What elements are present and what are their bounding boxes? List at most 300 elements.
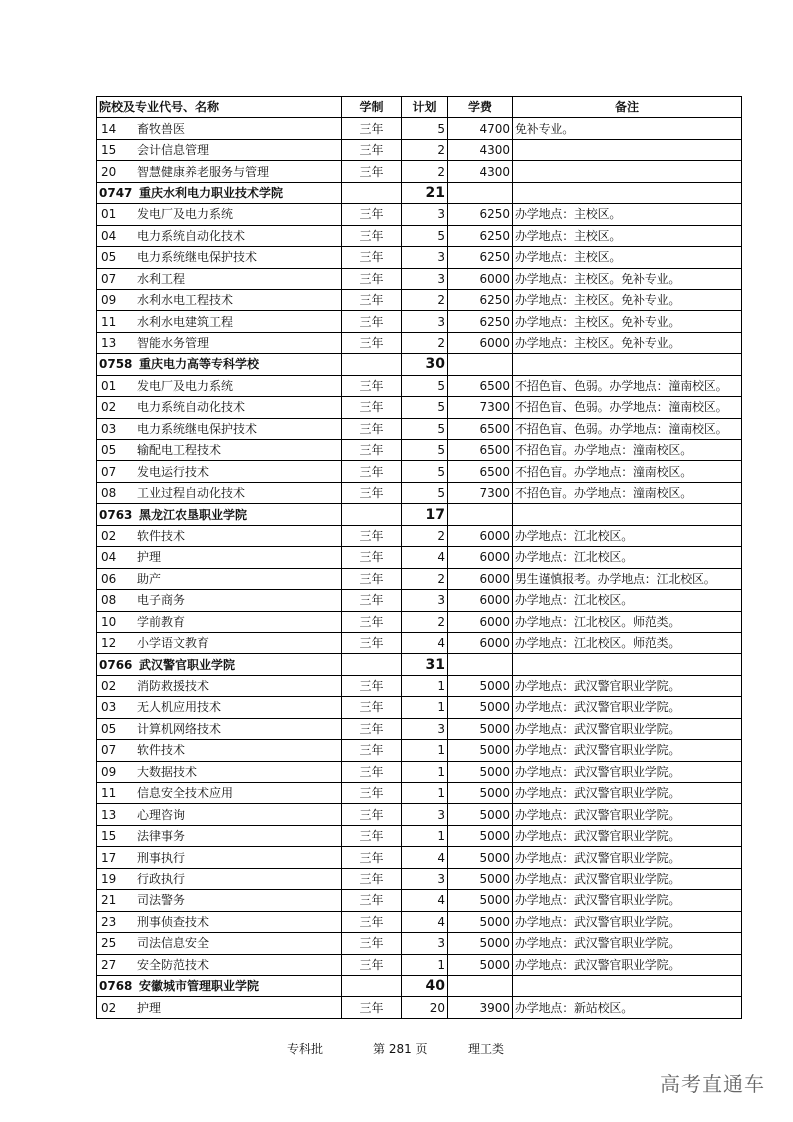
- fee-cell: [448, 354, 513, 375]
- name: 水利水电建筑工程: [137, 314, 234, 329]
- name-cell: [97, 718, 342, 739]
- duration-cell: 三年: [342, 418, 402, 439]
- plan-cell: 3: [402, 718, 448, 739]
- duration-cell: 三年: [342, 890, 402, 911]
- note-cell: 办学地点：江北校区。师范类。: [513, 611, 742, 632]
- note-cell: 办学地点：江北校区。: [513, 547, 742, 568]
- name-cell: [97, 740, 342, 761]
- plan-cell: 5: [402, 440, 448, 461]
- plan-cell: 2: [402, 525, 448, 546]
- name-cell: [97, 161, 342, 182]
- plan-cell: 1: [402, 675, 448, 696]
- fee-cell: 5000: [448, 890, 513, 911]
- table-header-row: [97, 97, 742, 118]
- fee-cell: 5000: [448, 804, 513, 825]
- name: 会计信息管理: [137, 143, 210, 158]
- code: 23: [101, 914, 117, 929]
- note-cell: 不招色盲。办学地点：潼南校区。: [513, 440, 742, 461]
- code: 02: [101, 1000, 117, 1015]
- name: 消防救援技术: [137, 679, 210, 694]
- name-cell: [97, 332, 342, 353]
- duration-cell: 三年: [342, 675, 402, 696]
- note-cell: 办学地点：武汉警官职业学院。: [513, 804, 742, 825]
- name: 智慧健康养老服务与管理: [137, 164, 270, 179]
- duration-cell: 三年: [342, 697, 402, 718]
- note-cell: 办学地点：主校区。: [513, 204, 742, 225]
- name-cell: [97, 504, 342, 525]
- header-name: 院校及专业代号、名称: [97, 97, 342, 118]
- major-row: [97, 289, 742, 310]
- duration-cell: 三年: [342, 954, 402, 975]
- code: 07: [101, 464, 117, 479]
- fee-cell: 5000: [448, 825, 513, 846]
- major-row: [97, 225, 742, 246]
- plan-cell: 5: [402, 418, 448, 439]
- duration-cell: [342, 354, 402, 375]
- duration-cell: 三年: [342, 289, 402, 310]
- name-cell: [97, 311, 342, 332]
- code: 21: [101, 893, 117, 908]
- name-cell: [97, 418, 342, 439]
- fee-cell: 5000: [448, 675, 513, 696]
- fee-cell: 6500: [448, 375, 513, 396]
- watermark: 高考直通车: [660, 1072, 765, 1096]
- fee-cell: 6250: [448, 225, 513, 246]
- name: 刑事执行: [137, 850, 186, 865]
- name-cell: [97, 761, 342, 782]
- name-cell: [97, 440, 342, 461]
- header-duration: 学制: [342, 97, 402, 118]
- name-cell: [97, 890, 342, 911]
- name-cell: [97, 868, 342, 889]
- duration-cell: 三年: [342, 804, 402, 825]
- plan-cell: 3: [402, 868, 448, 889]
- plan-cell: 2: [402, 289, 448, 310]
- footer-category: 理工类: [468, 1042, 505, 1056]
- note-cell: 办学地点：武汉警官职业学院。: [513, 675, 742, 696]
- plan-cell: 40: [402, 975, 448, 996]
- fee-cell: 5000: [448, 847, 513, 868]
- name: 水利水电工程技术: [137, 293, 234, 308]
- fee-cell: 5000: [448, 868, 513, 889]
- plan-cell: 17: [402, 504, 448, 525]
- plan-cell: 4: [402, 632, 448, 653]
- note-cell: 办学地点：武汉警官职业学院。: [513, 783, 742, 804]
- note-cell: [513, 975, 742, 996]
- major-row: [97, 740, 742, 761]
- plan-cell: 3: [402, 590, 448, 611]
- header-plan: 计划: [402, 97, 448, 118]
- fee-cell: 5000: [448, 740, 513, 761]
- major-row: [97, 632, 742, 653]
- code: 03: [101, 700, 117, 715]
- plan-cell: 1: [402, 697, 448, 718]
- fee-cell: 6000: [448, 332, 513, 353]
- major-row: [97, 675, 742, 696]
- name: 心理咨询: [137, 807, 186, 822]
- name-cell: [97, 611, 342, 632]
- name-cell: [97, 954, 342, 975]
- duration-cell: 三年: [342, 375, 402, 396]
- code: 12: [101, 636, 117, 651]
- name: 工业过程自动化技术: [137, 486, 246, 501]
- name: 畜牧兽医: [137, 121, 186, 136]
- code: 03: [101, 421, 117, 436]
- major-row: [97, 761, 742, 782]
- code: 06: [101, 571, 117, 586]
- duration-cell: 三年: [342, 225, 402, 246]
- name-cell: [97, 204, 342, 225]
- plan-cell: 2: [402, 139, 448, 160]
- fee-cell: 6250: [448, 311, 513, 332]
- plan-cell: 4: [402, 847, 448, 868]
- name: 学前教育: [137, 614, 186, 629]
- fee-cell: 7300: [448, 397, 513, 418]
- note-cell: [513, 354, 742, 375]
- fee-cell: 6250: [448, 289, 513, 310]
- duration-cell: 三年: [342, 761, 402, 782]
- name-cell: [97, 268, 342, 289]
- fee-cell: 7300: [448, 482, 513, 503]
- name-cell: [97, 675, 342, 696]
- major-row: [97, 847, 742, 868]
- name: 发电运行技术: [137, 464, 210, 479]
- major-row: [97, 611, 742, 632]
- fee-cell: [448, 975, 513, 996]
- fee-cell: 6000: [448, 547, 513, 568]
- duration-cell: [342, 182, 402, 203]
- code: 0763: [99, 507, 133, 522]
- name-cell: [97, 975, 342, 996]
- name: 发电厂及电力系统: [137, 207, 234, 222]
- major-row: [97, 268, 742, 289]
- name-cell: [97, 997, 342, 1018]
- name-cell: [97, 632, 342, 653]
- duration-cell: 三年: [342, 547, 402, 568]
- fee-cell: 6500: [448, 461, 513, 482]
- plan-cell: 4: [402, 911, 448, 932]
- fee-cell: 6000: [448, 590, 513, 611]
- code: 25: [101, 936, 117, 951]
- note-cell: [513, 654, 742, 675]
- code: 02: [101, 679, 117, 694]
- name: 软件技术: [137, 528, 186, 543]
- name: 水利工程: [137, 271, 186, 286]
- fee-cell: 5000: [448, 911, 513, 932]
- major-row: [97, 461, 742, 482]
- major-row: [97, 890, 742, 911]
- school-row: [97, 654, 742, 675]
- name-cell: [97, 825, 342, 846]
- note-cell: 办学地点：武汉警官职业学院。: [513, 954, 742, 975]
- duration-cell: 三年: [342, 118, 402, 139]
- note-cell: 办学地点：武汉警官职业学院。: [513, 825, 742, 846]
- name: 输配电工程技术: [137, 443, 222, 458]
- name-cell: [97, 783, 342, 804]
- name-cell: [97, 654, 342, 675]
- note-cell: 办学地点：主校区。: [513, 247, 742, 268]
- name-cell: [97, 225, 342, 246]
- name: 武汉警官职业学院: [139, 657, 236, 672]
- duration-cell: [342, 975, 402, 996]
- fee-cell: 3900: [448, 997, 513, 1018]
- plan-cell: 5: [402, 461, 448, 482]
- note-cell: 办学地点：主校区。免补专业。: [513, 311, 742, 332]
- major-row: [97, 482, 742, 503]
- code: 07: [101, 271, 117, 286]
- duration-cell: 三年: [342, 933, 402, 954]
- note-cell: 办学地点：新站校区。: [513, 997, 742, 1018]
- fee-cell: 5000: [448, 697, 513, 718]
- major-row: [97, 783, 742, 804]
- duration-cell: 三年: [342, 611, 402, 632]
- name-cell: [97, 911, 342, 932]
- name-cell: [97, 568, 342, 589]
- note-cell: 免补专业。: [513, 118, 742, 139]
- code: 04: [101, 228, 117, 243]
- note-cell: 不招色盲。办学地点：潼南校区。: [513, 461, 742, 482]
- duration-cell: 三年: [342, 525, 402, 546]
- major-row: [97, 440, 742, 461]
- plan-cell: 2: [402, 161, 448, 182]
- major-row: [97, 933, 742, 954]
- duration-cell: 三年: [342, 440, 402, 461]
- duration-cell: 三年: [342, 632, 402, 653]
- fee-cell: 6250: [448, 247, 513, 268]
- plan-cell: 3: [402, 247, 448, 268]
- plan-cell: 3: [402, 268, 448, 289]
- fee-cell: [448, 182, 513, 203]
- name: 电力系统继电保护技术: [137, 421, 258, 436]
- major-row: [97, 161, 742, 182]
- duration-cell: 三年: [342, 740, 402, 761]
- code: 01: [101, 378, 117, 393]
- name: 软件技术: [137, 743, 186, 758]
- code: 11: [101, 786, 117, 801]
- name: 司法信息安全: [137, 936, 210, 951]
- major-row: [97, 911, 742, 932]
- fee-cell: 6000: [448, 632, 513, 653]
- code: 27: [101, 957, 117, 972]
- name: 电力系统自动化技术: [137, 228, 246, 243]
- plan-cell: 5: [402, 118, 448, 139]
- major-row: [97, 204, 742, 225]
- name: 重庆水利电力职业技术学院: [139, 185, 284, 200]
- duration-cell: 三年: [342, 161, 402, 182]
- note-cell: 不招色盲、色弱。办学地点：潼南校区。: [513, 375, 742, 396]
- name-cell: [97, 182, 342, 203]
- fee-cell: 4300: [448, 161, 513, 182]
- duration-cell: 三年: [342, 568, 402, 589]
- code: 14: [101, 121, 117, 136]
- note-cell: [513, 182, 742, 203]
- header-fee: 学费: [448, 97, 513, 118]
- duration-cell: 三年: [342, 868, 402, 889]
- name: 电力系统继电保护技术: [137, 250, 258, 265]
- fee-cell: 5000: [448, 718, 513, 739]
- duration-cell: 三年: [342, 204, 402, 225]
- name: 黑龙江农垦职业学院: [139, 507, 248, 522]
- fee-cell: 6000: [448, 568, 513, 589]
- name-cell: [97, 933, 342, 954]
- code: 09: [101, 764, 117, 779]
- note-cell: 办学地点：武汉警官职业学院。: [513, 890, 742, 911]
- note-cell: 办学地点：武汉警官职业学院。: [513, 933, 742, 954]
- duration-cell: 三年: [342, 718, 402, 739]
- plan-cell: 21: [402, 182, 448, 203]
- duration-cell: [342, 654, 402, 675]
- plan-cell: 5: [402, 397, 448, 418]
- code: 13: [101, 336, 117, 351]
- fee-cell: 6000: [448, 611, 513, 632]
- name-cell: [97, 847, 342, 868]
- major-row: [97, 332, 742, 353]
- name-cell: [97, 461, 342, 482]
- note-cell: 办学地点：武汉警官职业学院。: [513, 718, 742, 739]
- fee-cell: 5000: [448, 954, 513, 975]
- name: 计算机网络技术: [137, 721, 222, 736]
- note-cell: 办学地点：主校区。免补专业。: [513, 332, 742, 353]
- code: 07: [101, 743, 117, 758]
- name: 无人机应用技术: [137, 700, 222, 715]
- duration-cell: 三年: [342, 461, 402, 482]
- note-cell: [513, 504, 742, 525]
- plan-cell: 3: [402, 804, 448, 825]
- fee-cell: 6000: [448, 268, 513, 289]
- plan-cell: 1: [402, 783, 448, 804]
- note-cell: 办学地点：武汉警官职业学院。: [513, 761, 742, 782]
- duration-cell: 三年: [342, 825, 402, 846]
- code: 20: [101, 164, 117, 179]
- name: 信息安全技术应用: [137, 786, 234, 801]
- major-row: [97, 868, 742, 889]
- school-row: [97, 504, 742, 525]
- code: 04: [101, 550, 117, 565]
- note-cell: 办学地点：主校区。免补专业。: [513, 268, 742, 289]
- plan-cell: 1: [402, 740, 448, 761]
- code: 05: [101, 443, 117, 458]
- name: 助产: [137, 571, 162, 586]
- school-row: [97, 975, 742, 996]
- major-row: [97, 590, 742, 611]
- footer-batch: 专科批: [287, 1042, 324, 1056]
- duration-cell: 三年: [342, 783, 402, 804]
- note-cell: 办学地点：武汉警官职业学院。: [513, 740, 742, 761]
- name-cell: [97, 289, 342, 310]
- major-row: [97, 418, 742, 439]
- code: 11: [101, 314, 117, 329]
- major-row: [97, 718, 742, 739]
- name: 小学语文教育: [137, 636, 210, 651]
- note-cell: 办学地点：江北校区。: [513, 525, 742, 546]
- fee-cell: [448, 504, 513, 525]
- header-note: 备注: [513, 97, 742, 118]
- name-cell: [97, 354, 342, 375]
- duration-cell: [342, 504, 402, 525]
- duration-cell: 三年: [342, 590, 402, 611]
- note-cell: [513, 161, 742, 182]
- fee-cell: 4700: [448, 118, 513, 139]
- note-cell: 不招色盲。办学地点：潼南校区。: [513, 482, 742, 503]
- major-row: [97, 804, 742, 825]
- code: 02: [101, 528, 117, 543]
- note-cell: 不招色盲、色弱。办学地点：潼南校区。: [513, 397, 742, 418]
- name: 行政执行: [137, 871, 186, 886]
- major-row: [97, 525, 742, 546]
- duration-cell: 三年: [342, 332, 402, 353]
- major-row: [97, 568, 742, 589]
- name: 刑事侦查技术: [137, 914, 210, 929]
- code: 15: [101, 829, 117, 844]
- plan-cell: 1: [402, 761, 448, 782]
- code: 17: [101, 850, 117, 865]
- code: 15: [101, 143, 117, 158]
- plan-cell: 2: [402, 568, 448, 589]
- code: 08: [101, 593, 117, 608]
- fee-cell: [448, 654, 513, 675]
- code: 0747: [99, 185, 133, 200]
- duration-cell: 三年: [342, 911, 402, 932]
- name: 大数据技术: [137, 764, 198, 779]
- plan-cell: 3: [402, 204, 448, 225]
- note-cell: [513, 139, 742, 160]
- note-cell: 办学地点：主校区。免补专业。: [513, 289, 742, 310]
- major-row: [97, 547, 742, 568]
- name: 护理: [137, 1000, 162, 1015]
- code: 10: [101, 614, 117, 629]
- name-cell: [97, 397, 342, 418]
- major-row: [97, 311, 742, 332]
- plan-cell: 20: [402, 997, 448, 1018]
- name: 护理: [137, 550, 162, 565]
- name-cell: [97, 482, 342, 503]
- code: 05: [101, 250, 117, 265]
- plan-cell: 1: [402, 825, 448, 846]
- name: 法律事务: [137, 829, 186, 844]
- duration-cell: 三年: [342, 482, 402, 503]
- major-row: [97, 954, 742, 975]
- code: 0766: [99, 657, 133, 672]
- code: 13: [101, 807, 117, 822]
- plan-cell: 1: [402, 954, 448, 975]
- name-cell: [97, 804, 342, 825]
- name: 司法警务: [137, 893, 186, 908]
- major-row: [97, 375, 742, 396]
- note-cell: 办学地点：武汉警官职业学院。: [513, 911, 742, 932]
- fee-cell: 5000: [448, 933, 513, 954]
- major-row: [97, 825, 742, 846]
- name: 电子商务: [137, 593, 186, 608]
- name: 安徽城市管理职业学院: [139, 979, 260, 994]
- plan-cell: 5: [402, 482, 448, 503]
- duration-cell: 三年: [342, 268, 402, 289]
- duration-cell: 三年: [342, 397, 402, 418]
- major-row: [97, 139, 742, 160]
- school-row: [97, 182, 742, 203]
- plan-cell: 5: [402, 225, 448, 246]
- plan-cell: 3: [402, 933, 448, 954]
- plan-cell: 31: [402, 654, 448, 675]
- fee-cell: 6500: [448, 440, 513, 461]
- enrollment-table: [96, 96, 742, 1019]
- fee-cell: 6500: [448, 418, 513, 439]
- note-cell: 办学地点：武汉警官职业学院。: [513, 697, 742, 718]
- note-cell: 男生谨慎报考。办学地点：江北校区。: [513, 568, 742, 589]
- name: 电力系统自动化技术: [137, 400, 246, 415]
- name-cell: [97, 547, 342, 568]
- major-row: [97, 397, 742, 418]
- name-cell: [97, 139, 342, 160]
